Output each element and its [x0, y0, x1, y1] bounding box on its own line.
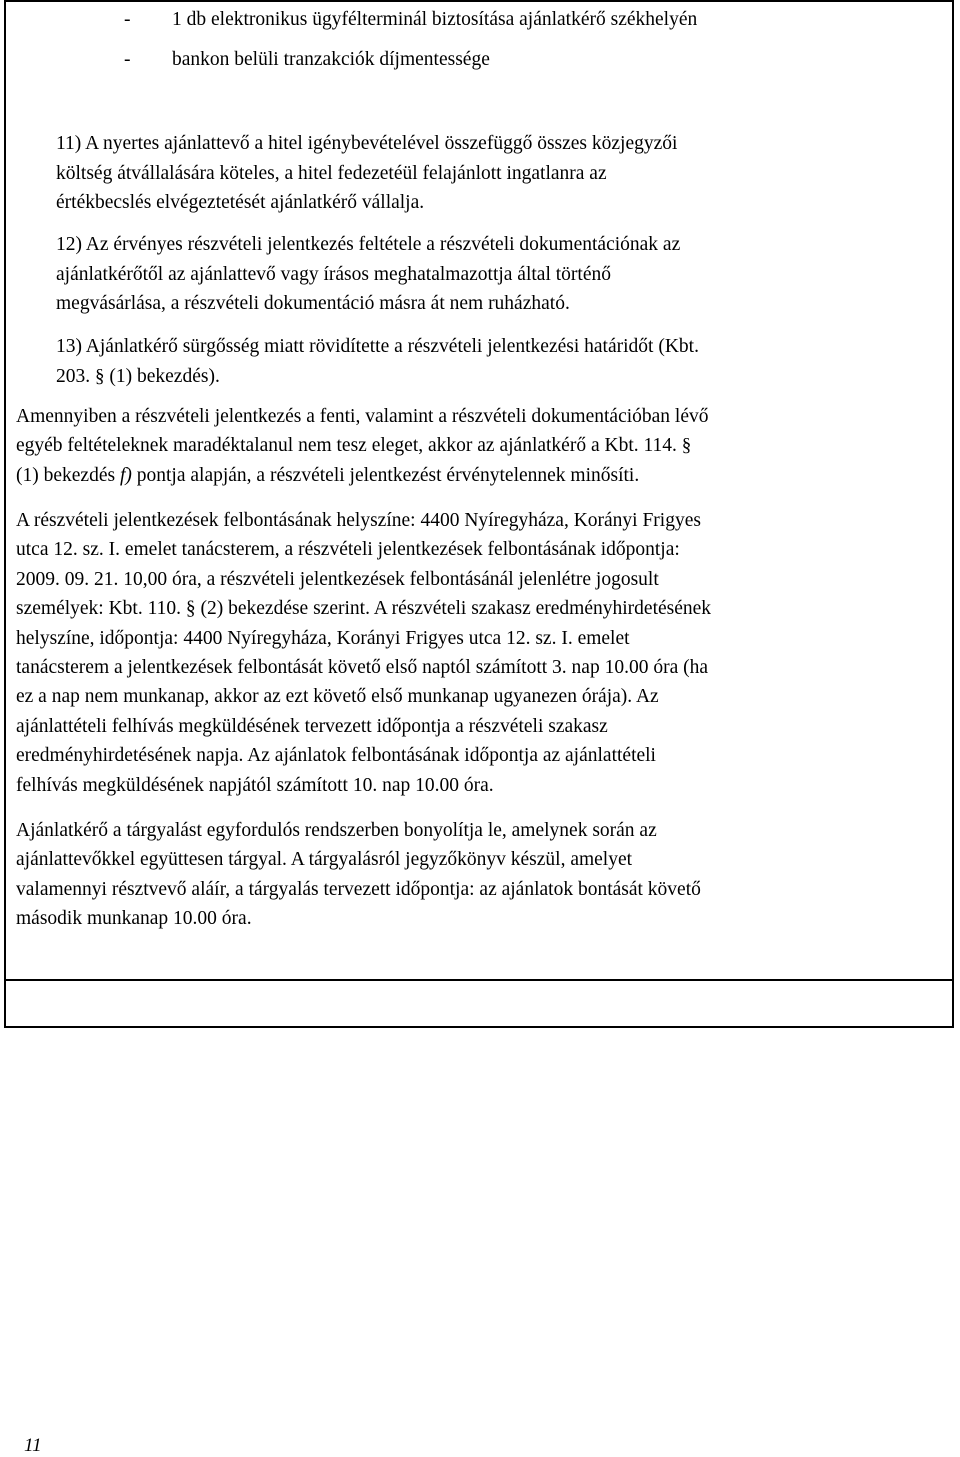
item-13: 13) Ajánlatkérő sürgősség miatt rövidítette a részvételi jelentkezési határidőt (Kbt. 203. § (1) bekezdés). [56, 336, 699, 387]
paragraph-amennyiben: Amennyiben a részvételi jelentkezés a fenti, valamint a részvételi dokumentációban lévő egyéb feltételeknek maradéktalanul nem tesz eleget, akkor az ajánlatkérő a Kbt. 114. § (1) bekezdés f) pontja alapján, a részvételi jelentkezést érvénytelennek minősíti. [16, 406, 709, 486]
section-sign: § [95, 365, 105, 387]
item-11: 11) A nyertes ajánlattevő a hitel igénybevételével összefüggő összes közjegyzői költség átvállalására köteles, a hitel fedezetéül felajánlott ingatlanra az értékbecslés elvégeztetését ajánlatkérő vállalja. [56, 133, 678, 213]
frame-divider [4, 979, 954, 981]
item-12: 12) Az érvényes részvételi jelentkezés feltétele a részvételi dokumentációnak az ajánlatkérőtől az ajánlattevő vagy írásos meghatalmazottja által történő megvásárlása, a részvételi dokumentáció másra át nem ruházható. [56, 234, 681, 314]
page-number: 11 [24, 1435, 42, 1456]
paragraph-felbontas: A részvételi jelentkezések felbontásának helyszíne: 4400 Nyíregyháza, Korányi Frigyes utca 12. sz. I. emelet tanácsterem, a részvételi jelentkezések felbontásának időpontja: 2009. 09. 21. 10,00 óra, a részvételi jelentkezések felbontásánál jelenlétre jogosult személyek: Kbt. 110. § (2) bekezdése szerint. A részvételi szakasz eredményhirdetésének helyszíne, időpontja: 4400 Nyíregyháza, Korányi Frigyes utca 12. sz. I. emelet tanácsterem a jelentkezések felbontását követő első naptól számított 3. nap 10.00 óra (ha ez a nap nem munkanap, akkor az ezt követő első munkanap ugyanezen órája). Az ajánlattételi felhívás megküldésének tervezett időpontja a részvételi szakasz eredményhirdetésének napja. Az ajánlatok felbontásának időpontja az ajánlattételi felhívás megküldésének napjától számított 10. nap 10.00 óra. [16, 510, 712, 796]
section-sign: § [681, 435, 692, 457]
paragraph-targyalas: Ajánlatkérő a tárgyalást egyfordulós rendszerben bonyolítja le, amelynek során az ajánlattevőkkel együttesen tárgyal. A tárgyalásról jegyzőkönyv készül, amelyet valamennyi résztvevő aláír, a tárgyalás tervezett időpontja: az ajánlatok bontását követő második munkanap 10.00 óra. [16, 820, 701, 930]
